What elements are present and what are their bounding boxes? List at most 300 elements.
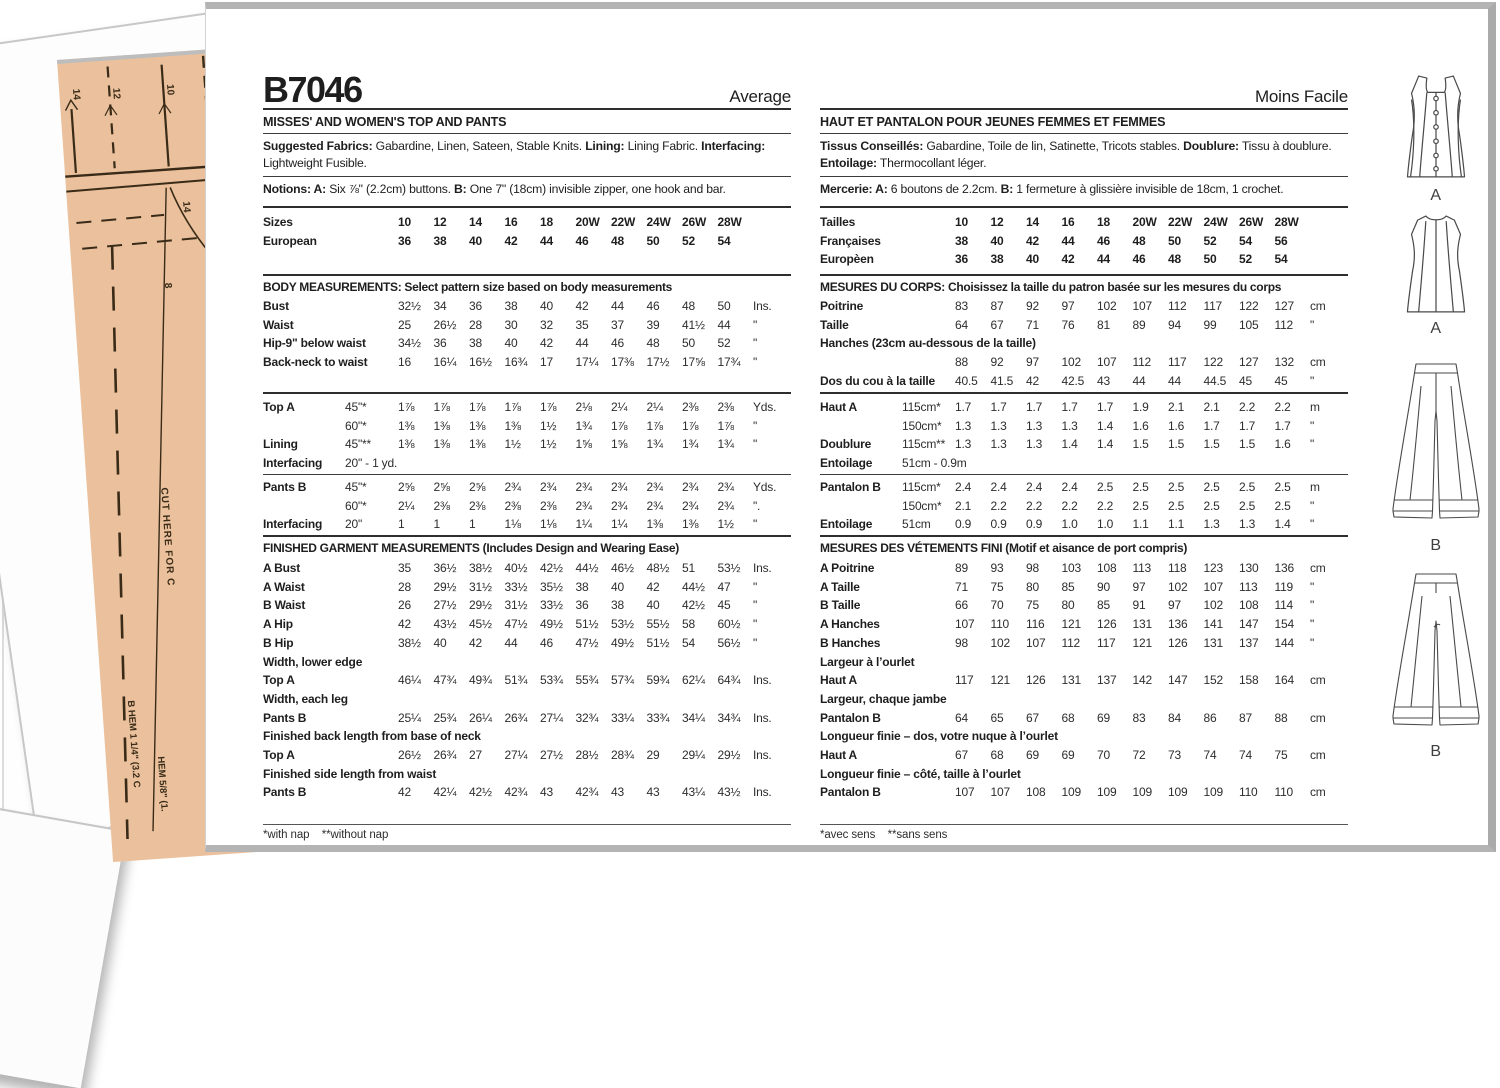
cell [576, 454, 612, 473]
cell: 35½ [540, 579, 563, 594]
cell: 75 [1274, 748, 1288, 763]
cell: 45½ [469, 617, 492, 632]
table-row [820, 690, 1348, 709]
cell: 2.5 [1132, 480, 1149, 494]
cell: 32¾ [575, 710, 599, 725]
cell: 43 [646, 785, 660, 800]
row-sub-label [345, 783, 398, 802]
cell: 42 [504, 233, 518, 248]
row-sub-label: 150cm* [902, 418, 942, 433]
cell: 51¾ [504, 673, 528, 688]
cell: 43 [611, 785, 624, 800]
cell: 2⅝ [469, 480, 486, 494]
table-row [820, 435, 1348, 454]
cell: 2⅜ [469, 498, 486, 513]
yardage-table-top-a [263, 394, 791, 474]
table-row [263, 497, 791, 516]
cell: 2.5 [1132, 498, 1149, 513]
row-sub-label [345, 353, 398, 372]
cell: 2.4 [1026, 480, 1043, 494]
cell: 53¾ [540, 673, 563, 688]
tissue-cut-here-label: CUT HERE FOR C [158, 487, 176, 587]
cell: 127 [1274, 299, 1294, 313]
cell: 44 [504, 635, 518, 650]
cell: 113 [1132, 561, 1152, 575]
cell: 24W [1203, 215, 1228, 229]
finished-measurements-heading: FINISHED GARMENT MEASUREMENTS (Includes Design and Wearing Ease) [263, 541, 679, 555]
row-label [820, 417, 902, 436]
cell: 1.5 [1239, 437, 1256, 452]
table-row [263, 213, 791, 232]
cell: 2.2 [1239, 400, 1256, 414]
cell: 116 [1026, 617, 1045, 632]
cell: 42 [469, 635, 482, 650]
cell: 1.7 [990, 400, 1007, 414]
table-row [820, 515, 1348, 534]
cell: 26½ [398, 748, 421, 763]
finished-measurements-heading-french: MESURES DES VÉTEMENTS FINI (Motif et aisance de port compris) [820, 541, 1188, 555]
row-sub-label [345, 634, 398, 653]
cell [505, 454, 541, 473]
cell: 68 [1061, 710, 1075, 725]
cell: 1⅞ [717, 418, 734, 433]
row-label: Haut A [820, 673, 858, 688]
unit-cell [1310, 250, 1348, 269]
cell: 40 [990, 233, 1004, 248]
cell: 31½ [469, 579, 492, 594]
cell: 49¾ [469, 673, 492, 688]
cell: 27½ [540, 748, 563, 763]
row-sub-label: 20" [345, 517, 363, 532]
cell: 73 [1168, 748, 1181, 763]
cell: 92 [1026, 299, 1039, 313]
cell: 46 [1132, 252, 1146, 267]
cell: 87 [990, 299, 1004, 313]
cell [647, 454, 683, 473]
row-label: A Hip [263, 617, 293, 632]
table-row [263, 454, 791, 473]
cell: 1 [469, 517, 476, 532]
cell: 34½ [398, 336, 421, 351]
table-row [820, 454, 1348, 473]
cell [718, 454, 754, 473]
plain-text: Thermocollant léger. [876, 155, 987, 170]
cell [540, 454, 576, 473]
cell: 75 [1026, 598, 1039, 613]
cell: 46½ [611, 561, 634, 575]
table-row [820, 634, 1348, 653]
cell: 1⅜ [398, 437, 415, 452]
cell: 83 [955, 299, 968, 313]
cell: 1.7 [955, 400, 972, 414]
cell: 126 [1097, 617, 1117, 632]
cell: 17⅜ [611, 355, 634, 370]
cell: 88 [955, 355, 968, 370]
row-label: Hip-9" below waist [263, 336, 366, 351]
cell: 1½ [540, 418, 557, 433]
cell: 2⅜ [682, 400, 699, 414]
unit-cell: Yds. [753, 400, 777, 414]
row-label: Back-neck to waist [263, 355, 368, 370]
cell: 147 [1239, 617, 1259, 632]
table-row [263, 559, 791, 578]
cell: 16 [398, 355, 411, 370]
cell: 1.6 [1132, 418, 1149, 433]
cell [682, 454, 718, 473]
row-sub-label: 51cm - 0.9m [902, 456, 967, 471]
cell: 43¼ [682, 785, 705, 800]
cell: 2¾ [611, 480, 628, 494]
row-sub-label [902, 596, 955, 615]
cell: 48 [1132, 233, 1146, 248]
cell: 47½ [504, 617, 528, 632]
cell: 131 [1132, 617, 1152, 632]
tissue-hem-label-b: B HEM 1 1/4" (3.2 C [124, 700, 142, 789]
plain-text: 1 fermeture à glissière invisible de 18cm, 1 crochet. [1013, 182, 1284, 196]
row-sub-label [345, 596, 398, 615]
cell: 51 [682, 561, 695, 575]
cell: 17¾ [717, 355, 741, 370]
cell: 2¾ [504, 480, 521, 494]
cell: 50 [646, 233, 660, 248]
unit-cell: " [1310, 418, 1315, 433]
cell: 84 [1168, 710, 1181, 725]
row-sub-label [902, 316, 955, 335]
cell: 2¾ [646, 498, 663, 513]
cell: 88 [1274, 710, 1288, 725]
cell: 2.4 [990, 480, 1007, 494]
table-row [263, 316, 791, 335]
cell: 1⅞ [682, 418, 699, 433]
unit-cell: cm [1310, 561, 1326, 575]
english-column [263, 64, 791, 841]
cell: 59¾ [646, 673, 670, 688]
row-label: Longueur finie – dos, votre nuque à l’ourlet [820, 729, 1058, 744]
cell: 1⅞ [433, 400, 450, 414]
unit-cell: m [1310, 400, 1320, 414]
row-label: Interfacing [263, 456, 323, 471]
cell: 1¼ [611, 517, 628, 532]
table-row [263, 765, 791, 784]
cell: 122 [1239, 299, 1259, 313]
table-row [263, 353, 791, 372]
row-sub-label: 115cm* [902, 480, 941, 494]
cell: 42½ [540, 561, 563, 575]
cell: 2.2 [990, 498, 1007, 513]
unit-cell [753, 454, 791, 473]
table-row [820, 727, 1348, 746]
row-label: Top A [263, 748, 295, 763]
cell [1133, 454, 1169, 473]
cell: 117 [1097, 635, 1116, 650]
cell: 64 [955, 317, 968, 332]
cell [434, 454, 470, 473]
cell: 53½ [611, 617, 634, 632]
cell: 37 [611, 317, 624, 332]
cell: 64¾ [717, 673, 741, 688]
cell: 29¼ [682, 748, 705, 763]
cell: 58 [682, 617, 695, 632]
cell: 2.5 [1274, 480, 1291, 494]
unit-cell: " [753, 437, 758, 452]
cell: 42 [1026, 233, 1039, 248]
row-label [263, 497, 345, 516]
cell: 123 [1203, 561, 1223, 575]
cell: 47¾ [433, 673, 457, 688]
cell: 38½ [469, 561, 492, 575]
unit-cell: cm [1310, 748, 1326, 763]
notions-text-french [820, 177, 1348, 206]
cell: 87 [1239, 710, 1252, 725]
row-label: Finished back length from base of neck [263, 729, 481, 744]
cell: 1⅜ [469, 418, 486, 433]
cell: 65 [990, 710, 1004, 725]
cell: 1⅞ [540, 400, 557, 414]
cell: 2¾ [575, 498, 592, 513]
cell: 1¼ [575, 517, 592, 532]
cell: 2.5 [1274, 498, 1291, 513]
cell: 117 [1168, 355, 1187, 370]
cell: 117 [1203, 299, 1223, 313]
cell: 102 [1097, 299, 1117, 313]
cell: 1⅛ [504, 517, 521, 532]
row-sub-label: 60"* [345, 498, 367, 513]
instruction-sheet [205, 2, 1496, 852]
cell: 97 [1132, 579, 1146, 594]
table-row [820, 497, 1348, 516]
cell: 26½ [433, 317, 457, 332]
cell: 0.9 [1026, 517, 1043, 532]
cell: 16¾ [504, 355, 528, 370]
cell: 38 [469, 336, 482, 351]
unit-cell: " [753, 317, 758, 332]
row-label: B Hanches [820, 635, 881, 650]
cell: 72 [1132, 748, 1146, 763]
row-label: Top A [263, 400, 295, 414]
cell: 40½ [504, 561, 528, 575]
table-row [820, 746, 1348, 765]
unit-cell: " [753, 579, 758, 594]
unit-cell: " [753, 598, 758, 613]
cell: 20W [575, 215, 600, 229]
view-label: B [1430, 743, 1442, 760]
cell: 67 [1026, 710, 1039, 725]
row-label: Lining [263, 437, 298, 452]
cell: 81 [1097, 317, 1110, 332]
cell: 44 [1097, 252, 1110, 267]
cell: 36 [955, 252, 968, 267]
row-sub-label [902, 709, 955, 728]
cell: 2¾ [682, 480, 699, 494]
cell: 2.5 [1203, 480, 1220, 494]
cell: 1⅞ [611, 418, 628, 433]
cell: 55½ [646, 617, 670, 632]
cell: 97 [1061, 299, 1075, 313]
cell: 25 [398, 317, 411, 332]
cell: 121 [1061, 617, 1081, 632]
row-sub-label: 51cm [902, 517, 931, 532]
bold-text: Lining: [585, 139, 625, 153]
cell: 44 [1061, 233, 1075, 248]
cell: 29½ [433, 579, 457, 594]
unit-cell: cm [1310, 710, 1326, 725]
cell: 70 [1097, 748, 1110, 763]
cell [1204, 454, 1240, 473]
cell: 1⅜ [433, 437, 450, 452]
nap-footnote: *with nap **without nap [263, 829, 389, 841]
cell: 2.1 [1168, 400, 1185, 414]
cell: 2¾ [717, 498, 734, 513]
cell: 107 [990, 785, 1010, 800]
cell: 38 [990, 252, 1004, 267]
cell: 1.0 [1061, 517, 1078, 532]
cell: 48 [611, 233, 624, 248]
row-sub-label [902, 353, 955, 372]
cell: 1.3 [1026, 437, 1043, 452]
unit-cell: " [1310, 437, 1315, 452]
cell: 109 [1168, 785, 1188, 800]
table-row [263, 746, 791, 765]
cell: 14 [1026, 215, 1039, 229]
cell: 1⅜ [398, 418, 415, 433]
cell: 46 [575, 233, 589, 248]
unit-cell: ". [753, 498, 761, 513]
cell: 42 [398, 785, 411, 800]
row-label [820, 497, 902, 516]
row-sub-label [345, 232, 398, 251]
cell: 98 [955, 635, 968, 650]
row-sub-label [902, 578, 955, 597]
cell: 1⅛ [540, 517, 557, 532]
cell [991, 454, 1027, 473]
row-sub-label [345, 615, 398, 634]
cell: 60½ [717, 617, 741, 632]
cell: 147 [1168, 673, 1188, 688]
cell: 2¾ [575, 480, 592, 494]
cell: 42 [575, 299, 589, 313]
row-label: Dos du cou à la taille [820, 373, 935, 388]
cell: 1.7 [1274, 418, 1291, 433]
cell [1062, 454, 1098, 473]
table-row [263, 334, 791, 353]
cell: 16 [1061, 215, 1075, 229]
cell: 1.3 [955, 418, 972, 433]
table-row [820, 297, 1348, 316]
table-row [263, 417, 791, 436]
cell: 29 [646, 748, 660, 763]
unit-cell: Ins. [753, 673, 772, 688]
cell: 1.3 [1026, 418, 1043, 433]
cell: 89 [955, 561, 968, 575]
cell: 33¾ [646, 710, 670, 725]
cell: 154 [1274, 617, 1294, 632]
row-label [263, 417, 345, 436]
cell: 47½ [575, 635, 599, 650]
cell: 114 [1274, 598, 1294, 613]
body-measurements-table [263, 295, 791, 392]
cell: 14 [469, 215, 482, 229]
cell: 98 [1026, 561, 1039, 575]
cell: 50 [717, 299, 731, 313]
cell: 47 [717, 579, 731, 594]
table-row [820, 709, 1348, 728]
cell: 46¼ [398, 673, 421, 688]
view-label: B [1430, 537, 1442, 554]
cell: 1¾ [646, 437, 663, 452]
cell: 27¼ [504, 748, 528, 763]
cell: 44 [717, 317, 731, 332]
yardage-table-haut-a [820, 394, 1348, 474]
cell: 97 [1168, 598, 1181, 613]
cell: 46 [540, 635, 553, 650]
cell: 112 [1168, 299, 1187, 313]
cell: 2.1 [1203, 400, 1220, 414]
suggested-fabrics-text [263, 134, 791, 176]
cell: 18 [540, 215, 553, 229]
unit-cell: " [753, 517, 758, 532]
row-label: Poitrine [820, 299, 864, 313]
cell: 26W [1239, 215, 1264, 229]
cell: 132 [1274, 355, 1294, 370]
cell: 57¾ [611, 673, 634, 688]
cell: 2.5 [1203, 498, 1220, 513]
cell: 1.3 [1239, 517, 1256, 532]
bold-text: Interfacing: [701, 139, 766, 153]
table-row [820, 316, 1348, 335]
row-label: Taille [820, 317, 849, 332]
cell: 48½ [646, 561, 670, 575]
cell: 40.5 [955, 373, 978, 388]
cell: 2¾ [611, 498, 628, 513]
cell: 1.5 [1203, 437, 1220, 452]
row-sub-label: 115cm** [902, 437, 946, 452]
row-sub-label [902, 213, 955, 232]
cell: 1⅝ [575, 437, 592, 452]
cell: 1⅜ [469, 437, 486, 452]
cell: 42 [1026, 373, 1039, 388]
cell: 2.4 [955, 480, 972, 494]
view-label: A [1430, 187, 1442, 204]
cell: 53½ [717, 561, 741, 575]
plain-text: Six ⅞" (2.2cm) buttons. [326, 182, 455, 196]
cell: 1⅞ [504, 400, 521, 414]
cell: 56½ [717, 635, 741, 650]
cell: 122 [1203, 355, 1223, 370]
row-sub-label [902, 634, 955, 653]
cell [1168, 454, 1204, 473]
row-label: Largeur à l’ourlet [820, 654, 915, 669]
cell: 34 [433, 299, 447, 313]
cell: 74 [1203, 748, 1217, 763]
bold-text: B: [454, 182, 467, 196]
row-sub-label [345, 578, 398, 597]
cell: 28W [717, 215, 742, 229]
row-label: Largeur, chaque jambe [820, 691, 947, 706]
cell: 45 [1274, 373, 1288, 388]
cell: 36½ [433, 561, 457, 575]
cell: 32½ [398, 299, 421, 313]
table-row [263, 615, 791, 634]
cell: 108 [1239, 598, 1259, 613]
row-label: Width, lower edge [263, 654, 363, 669]
cell: 42.5 [1061, 373, 1085, 388]
cell: 55¾ [575, 673, 599, 688]
cell: 27 [469, 748, 482, 763]
cell: 137 [1097, 673, 1117, 688]
cell: 1.5 [1132, 437, 1149, 452]
cell: 1⅞ [646, 418, 663, 433]
cell: 121 [1132, 635, 1152, 650]
